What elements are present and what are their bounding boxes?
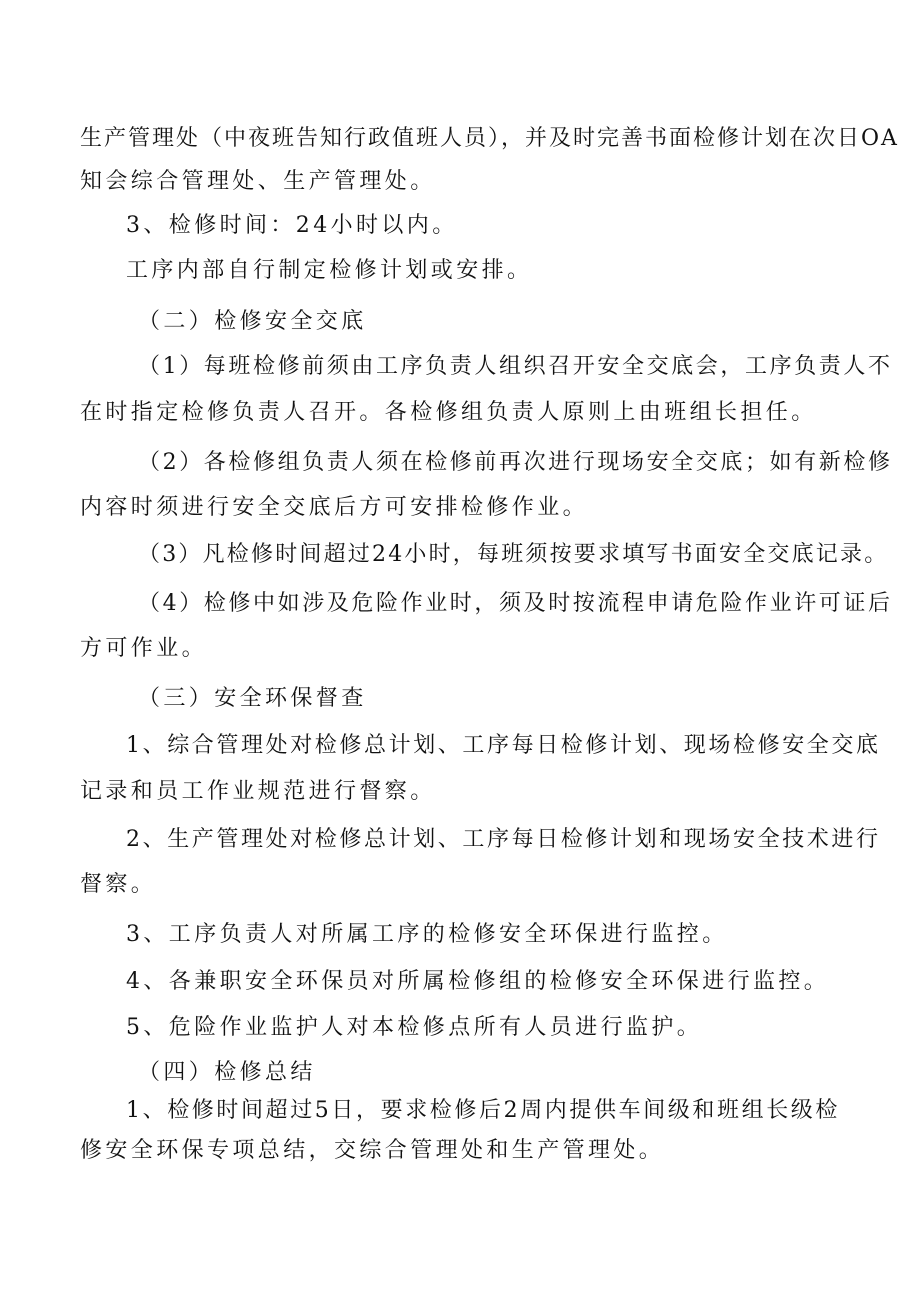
- paragraph-line: 1、检修时间超过5日，要求检修后2周内提供车间级和班组长级检: [126, 1098, 840, 1123]
- paragraph-line: 督察。: [80, 872, 157, 897]
- paragraph-line: 5、危险作业监护人对本检修点所有人员进行监护。: [126, 1015, 703, 1040]
- section-heading: （三）安全环保督查: [138, 686, 367, 711]
- paragraph-line: 在时指定检修负责人召开。各检修组负责人原则上由班组长担任。: [80, 400, 817, 425]
- section-heading: （二）检修安全交底: [138, 309, 367, 334]
- section-heading: （四）检修总结: [138, 1060, 316, 1085]
- paragraph-line: 生产管理处（中夜班告知行政值班人员），并及时完善书面检修计划在次日OA: [80, 126, 899, 151]
- paragraph-line: 方可作业。: [80, 636, 208, 661]
- paragraph-line: 修安全环保专项总结，交综合管理处和生产管理处。: [80, 1138, 665, 1163]
- paragraph-line: 2、生产管理处对检修总计划、工序每日检修计划和现场安全技术进行: [126, 827, 881, 852]
- paragraph-line: 3、工序负责人对所属工序的检修安全环保进行监控。: [126, 922, 728, 947]
- paragraph-line: （1）每班检修前须由工序负责人组织召开安全交底会，工序负责人不: [138, 354, 893, 379]
- paragraph-line: 记录和员工作业规范进行督察。: [80, 779, 436, 804]
- paragraph-line: （2）各检修组负责人须在检修前再次进行现场安全交底；如有新检修: [138, 450, 893, 475]
- paragraph-line: 工序内部自行制定检修计划或安排。: [126, 258, 533, 283]
- paragraph-line: （4）检修中如涉及危险作业时，须及时按流程申请危险作业许可证后: [138, 591, 893, 616]
- paragraph-line: 知会综合管理处、生产管理处。: [80, 169, 436, 194]
- paragraph-line: 4、各兼职安全环保员对所属检修组的检修安全环保进行监控。: [126, 969, 830, 994]
- paragraph-line: 1、综合管理处对检修总计划、工序每日检修计划、现场检修安全交底: [126, 733, 881, 758]
- paragraph-line: （3）凡检修时间超过24小时，每班须按要求填写书面安全交底记录。: [138, 542, 889, 567]
- paragraph-line: 内容时须进行安全交底后方可安排检修作业。: [80, 495, 589, 520]
- paragraph-line: 3、检修时间：24小时以内。: [126, 213, 458, 238]
